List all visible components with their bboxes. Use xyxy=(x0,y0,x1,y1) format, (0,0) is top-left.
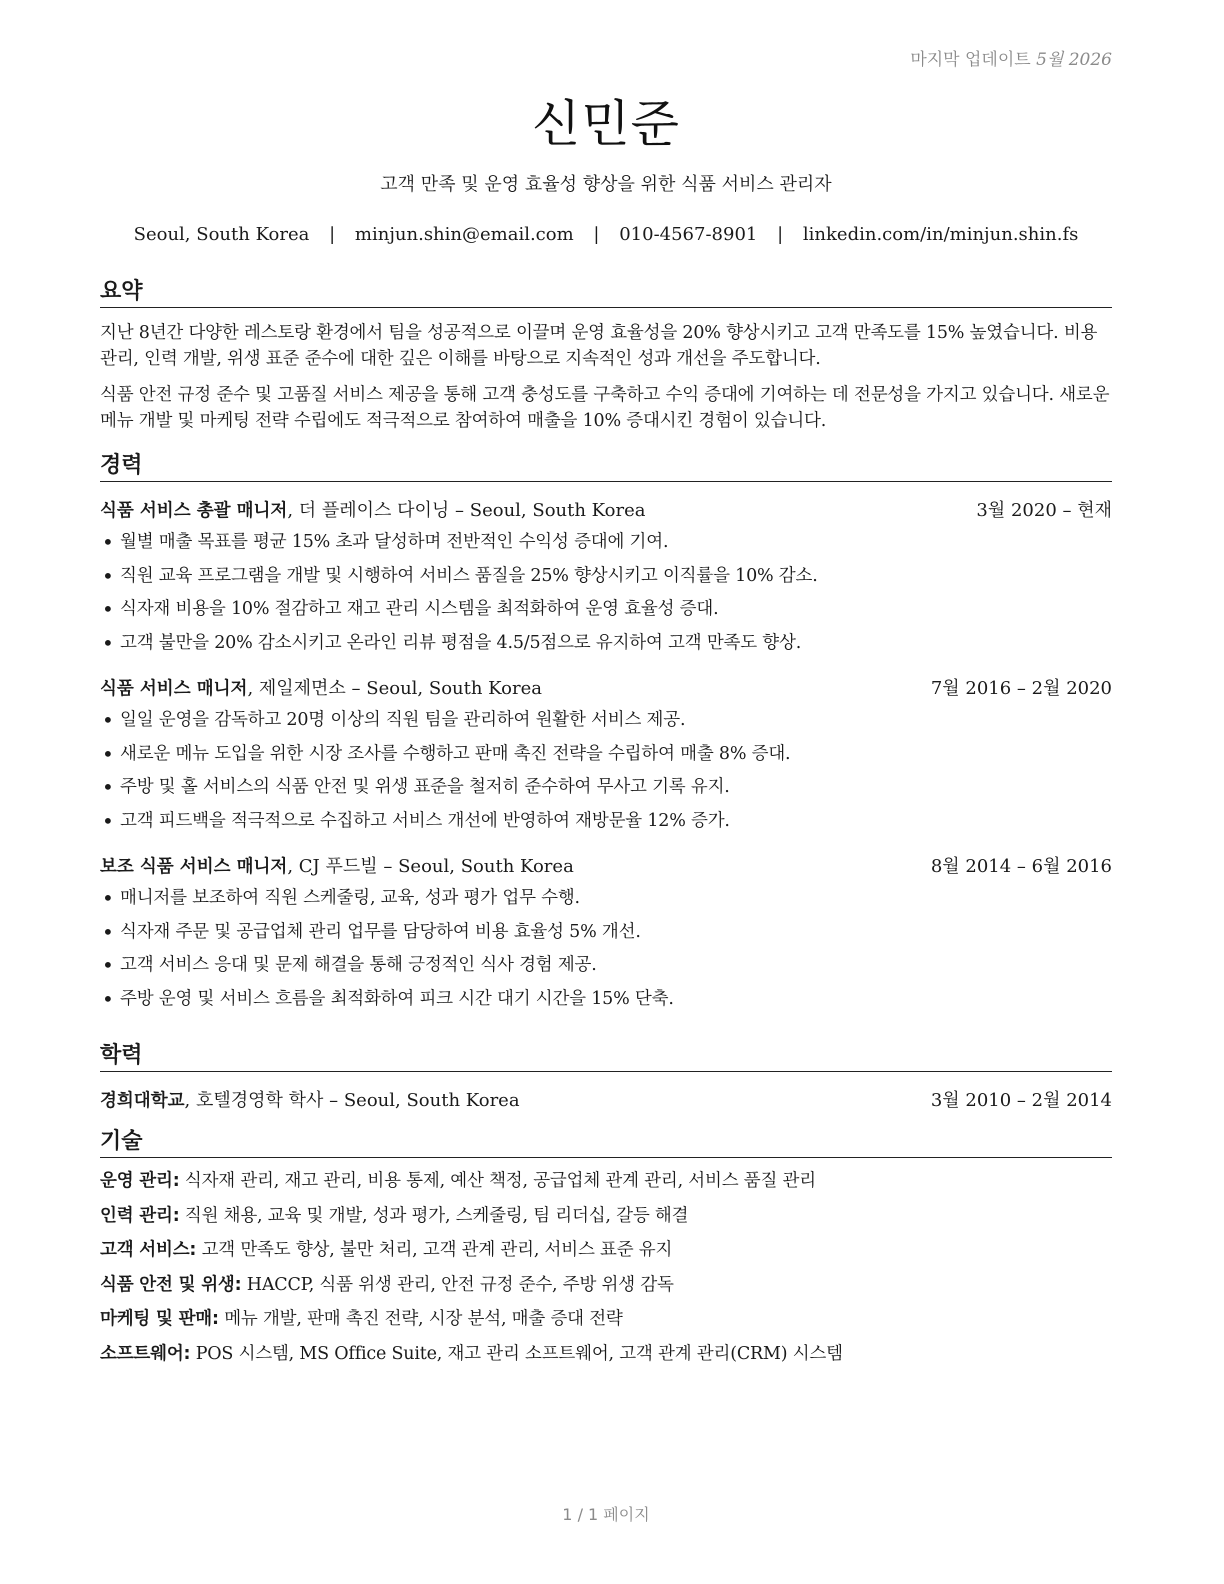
skills-list xyxy=(100,1164,1112,1371)
job-dates: 3월 2020 – 현재 xyxy=(976,500,1112,521)
skill-value: 식자재 관리, 재고 관리, 비용 통제, 예산 책정, 공급업체 관계 관리, 서비스 품질 관리 xyxy=(179,1171,816,1191)
skill-value: 메뉴 개발, 판매 촉진 전략, 시장 분석, 매출 증대 전략 xyxy=(218,1309,623,1329)
job-role: 보조 식품 서비스 매니저 xyxy=(100,857,288,877)
job-bullet: • 주방 운영 및 서비스 흐름을 최적화하여 피크 시간 대기 시간을 15% 단축. xyxy=(100,983,1112,1017)
contact-linkedin[interactable]: linkedin.com/in/minjun.shin.fs xyxy=(802,224,1079,245)
skill-label: 마케팅 및 판매: xyxy=(100,1309,219,1329)
education-section xyxy=(100,1038,1112,1112)
skills-section xyxy=(100,1124,1112,1371)
section-title-skills: 기술 xyxy=(100,1124,1112,1158)
job-header xyxy=(100,674,1112,700)
contact-separator: | xyxy=(329,224,336,245)
candidate-name: 신민준 xyxy=(532,95,680,153)
job-role: 식품 서비스 총괄 매니저 xyxy=(100,501,288,521)
skill-row xyxy=(100,1268,1112,1303)
summary-paragraph: 지난 8년간 다양한 레스토랑 환경에서 팀을 성공적으로 이끌며 운영 효율성을 20% 향상시키고 고객 만족도를 15% 높였습니다. 비용 관리, 인력 개발, 위생 표준 준수에 대한 깊은 이해를 바탕으로 지속적인 성과 개선을 주도합니다. xyxy=(100,323,1098,369)
contact-separator: | xyxy=(593,224,600,245)
last-updated xyxy=(910,45,1112,70)
job-header xyxy=(100,496,1112,522)
job-bullet: • 일일 운영을 감독하고 20명 이상의 직원 팀을 관리하여 원활한 서비스 제공. xyxy=(100,704,1112,738)
contact-location: Seoul, South Korea xyxy=(133,224,310,245)
last-updated-date: 5월 2026 xyxy=(1036,50,1112,70)
job-bullet: • 고객 불만을 20% 감소시키고 온라인 리뷰 평점을 4.5/5점으로 유지하여 고객 만족도 향상. xyxy=(100,627,1112,661)
skill-label: 고객 서비스: xyxy=(100,1240,197,1260)
job-bullet: • 고객 피드백을 적극적으로 수집하고 서비스 개선에 반영하여 재방문율 12% 증가. xyxy=(100,805,1112,839)
experience-section xyxy=(100,448,1112,1016)
contact-phone: 010-4567-8901 xyxy=(619,224,758,245)
job-bullets xyxy=(100,704,1112,838)
skill-value: 고객 만족도 향상, 불만 처리, 고객 관계 관리, 서비스 표준 유지 xyxy=(196,1240,673,1260)
job-org: , CJ 푸드빌 – Seoul, South Korea xyxy=(287,856,574,877)
education-dates: 3월 2010 – 2월 2014 xyxy=(930,1090,1112,1111)
job-entry xyxy=(100,496,1112,660)
skill-value: 직원 채용, 교육 및 개발, 성과 평가, 스케줄링, 팀 리더십, 갈등 해결 xyxy=(179,1205,689,1226)
skill-value: POS 시스템, MS Office Suite, 재고 관리 소프트웨어, 고객 관계 관리(CRM) 시스템 xyxy=(190,1343,843,1364)
last-updated-prefix: 마지막 업데이트 xyxy=(910,50,1037,70)
job-bullet: • 매니저를 보조하여 직원 스케줄링, 교육, 성과 평가 업무 수행. xyxy=(100,882,1112,916)
skill-row xyxy=(100,1199,1112,1234)
summary-paragraph: 식품 안전 규정 준수 및 고품질 서비스 제공을 통해 고객 충성도를 구축하고 수익 증대에 기여하는 데 전문성을 가지고 있습니다. 새로운 메뉴 개발 및 마케팅 전략 수립에도 적극적으로 참여하여 매출을 10% 증대시킨 경험이 있습니다. xyxy=(100,385,1110,431)
job-dates: 7월 2016 – 2월 2020 xyxy=(930,678,1112,699)
contact-line xyxy=(100,224,1112,245)
page-number: 1 / 1 페이지 xyxy=(562,1505,650,1524)
education-school: 경희대학교 xyxy=(100,1091,185,1111)
contact-separator: | xyxy=(777,224,784,245)
section-title-summary: 요약 xyxy=(100,274,1112,308)
skill-row xyxy=(100,1233,1112,1268)
skill-row xyxy=(100,1337,1112,1372)
skill-label: 인력 관리: xyxy=(100,1205,180,1226)
education-detail: , 호텔경영학 학사 – Seoul, South Korea xyxy=(184,1090,520,1111)
job-bullets xyxy=(100,526,1112,660)
education-entry xyxy=(100,1086,1112,1112)
job-dates: 8월 2014 – 6월 2016 xyxy=(930,856,1112,877)
job-bullet: • 식자재 주문 및 공급업체 관리 업무를 담당하여 비용 효율성 5% 개선. xyxy=(100,916,1112,950)
job-org: , 더 플레이스 다이닝 – Seoul, South Korea xyxy=(287,500,646,521)
resume-page xyxy=(100,0,1112,1584)
job-bullet: • 주방 및 홀 서비스의 식품 안전 및 위생 표준을 철저히 준수하여 무사고 기록 유지. xyxy=(100,771,1112,805)
job-bullets xyxy=(100,882,1112,1016)
skill-label: 소프트웨어: xyxy=(100,1343,191,1364)
skill-value: HACCP, 식품 위생 관리, 안전 규정 준수, 주방 위생 감독 xyxy=(241,1274,674,1295)
skill-row xyxy=(100,1302,1112,1337)
skill-label: 식품 안전 및 위생: xyxy=(100,1274,242,1295)
skill-label: 운영 관리: xyxy=(100,1171,180,1191)
section-title-experience: 경력 xyxy=(100,448,1112,482)
job-header xyxy=(100,852,1112,878)
section-title-education: 학력 xyxy=(100,1038,1112,1072)
job-entry xyxy=(100,852,1112,1016)
job-bullet: • 식자재 비용을 10% 절감하고 재고 관리 시스템을 최적화하여 운영 효율성 증대. xyxy=(100,593,1112,627)
candidate-tagline: 고객 만족 및 운영 효율성 향상을 위한 식품 서비스 관리자 xyxy=(380,174,832,195)
job-role: 식품 서비스 매니저 xyxy=(100,679,248,699)
job-bullet: • 고객 서비스 응대 및 문제 해결을 통해 긍정적인 식사 경험 제공. xyxy=(100,949,1112,983)
job-bullet: • 직원 교육 프로그램을 개발 및 시행하여 서비스 품질을 25% 향상시키고 이직률을 10% 감소. xyxy=(100,560,1112,594)
job-bullet: • 월별 매출 목표를 평균 15% 초과 달성하며 전반적인 수익성 증대에 기여. xyxy=(100,526,1112,560)
job-org: , 제일제면소 – Seoul, South Korea xyxy=(247,678,542,699)
job-entry xyxy=(100,674,1112,838)
skill-row xyxy=(100,1164,1112,1199)
summary-section xyxy=(100,274,1112,434)
job-bullet: • 새로운 메뉴 도입을 위한 시장 조사를 수행하고 판매 촉진 전략을 수립하여 매출 8% 증대. xyxy=(100,738,1112,772)
contact-email[interactable]: minjun.shin@email.com xyxy=(354,224,574,245)
